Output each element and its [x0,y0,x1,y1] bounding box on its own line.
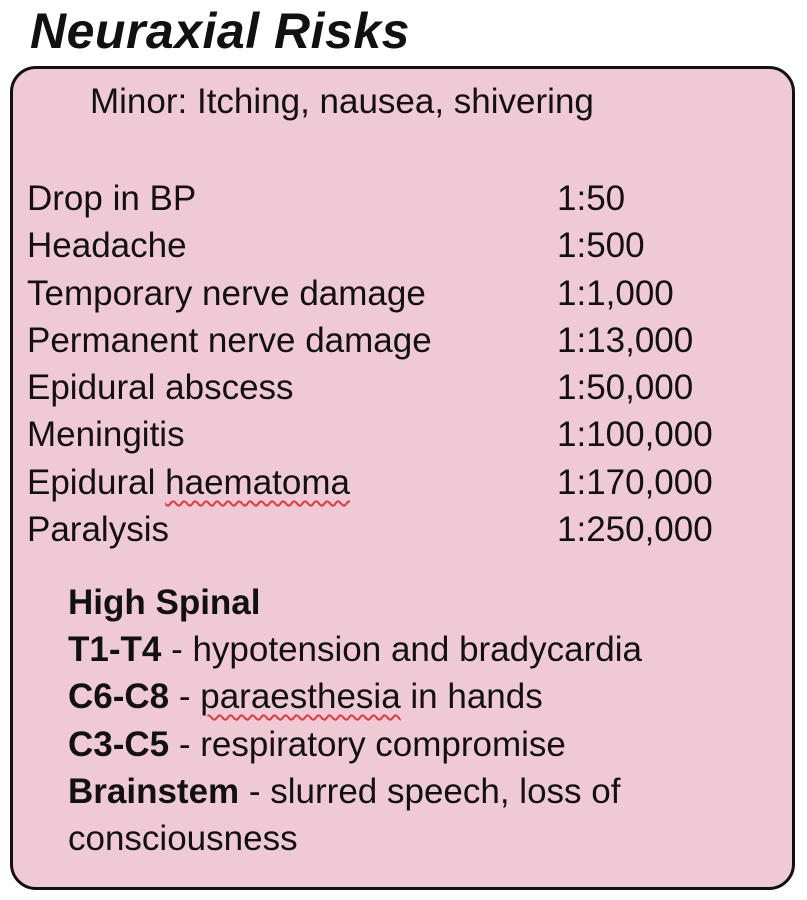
risk-ratio: 1:50 [557,179,626,218]
risk-ratio: 1:500 [557,226,645,265]
risk-ratio: 1:1,000 [557,274,674,313]
level-description-continued: consciousness [68,819,298,858]
page-title: Neuraxial Risks [30,3,410,59]
high-spinal-level [68,721,768,768]
minor-risks-line: Minor: Itching, nausea, shivering [90,82,594,121]
risk-ratio: 1:100,000 [557,415,713,454]
risk-row [27,317,767,364]
risk-row [27,506,767,553]
level-label: T1-T4 [68,630,162,669]
risk-ratio: 1:13,000 [557,321,694,360]
risk-name: Permanent nerve damage [27,321,432,360]
high-spinal-level [68,626,768,673]
level-description: - hypotension and bradycardia [161,630,642,669]
high-spinal-level [68,673,768,720]
level-description-pre: - [169,677,201,716]
risk-name: Headache [27,226,187,265]
high-spinal-level-continued [68,815,768,862]
risk-name: Epidural abscess [27,368,294,407]
risk-name: Drop in BP [27,179,197,218]
spellcheck-flagged-word: paraesthesia [200,677,401,716]
high-spinal-level [68,768,768,815]
risk-row [27,459,767,506]
risk-ratio: 1:50,000 [557,368,694,407]
risk-ratio: 1:170,000 [557,463,713,502]
spellcheck-flagged-word: haematoma [165,463,350,502]
risk-ratio: 1:250,000 [557,510,713,549]
risk-row [27,175,767,222]
risk-name-prefix: Epidural [27,463,166,502]
risk-name: Paralysis [27,510,169,549]
risk-row [27,411,767,458]
level-label: C3-C5 [68,725,170,764]
high-spinal-heading-text: High Spinal [68,583,261,622]
high-spinal-heading [68,579,768,626]
risk-name [27,459,350,506]
risk-name: Temporary nerve damage [27,274,426,313]
risk-row [27,270,767,317]
level-label: Brainstem [68,772,240,811]
risk-name: Meningitis [27,415,185,454]
level-description: - slurred speech, loss of [239,772,621,811]
level-description-post: in hands [400,677,543,716]
risk-row [27,364,767,411]
level-label: C6-C8 [68,677,170,716]
level-description: - respiratory compromise [169,725,566,764]
risk-row [27,222,767,269]
